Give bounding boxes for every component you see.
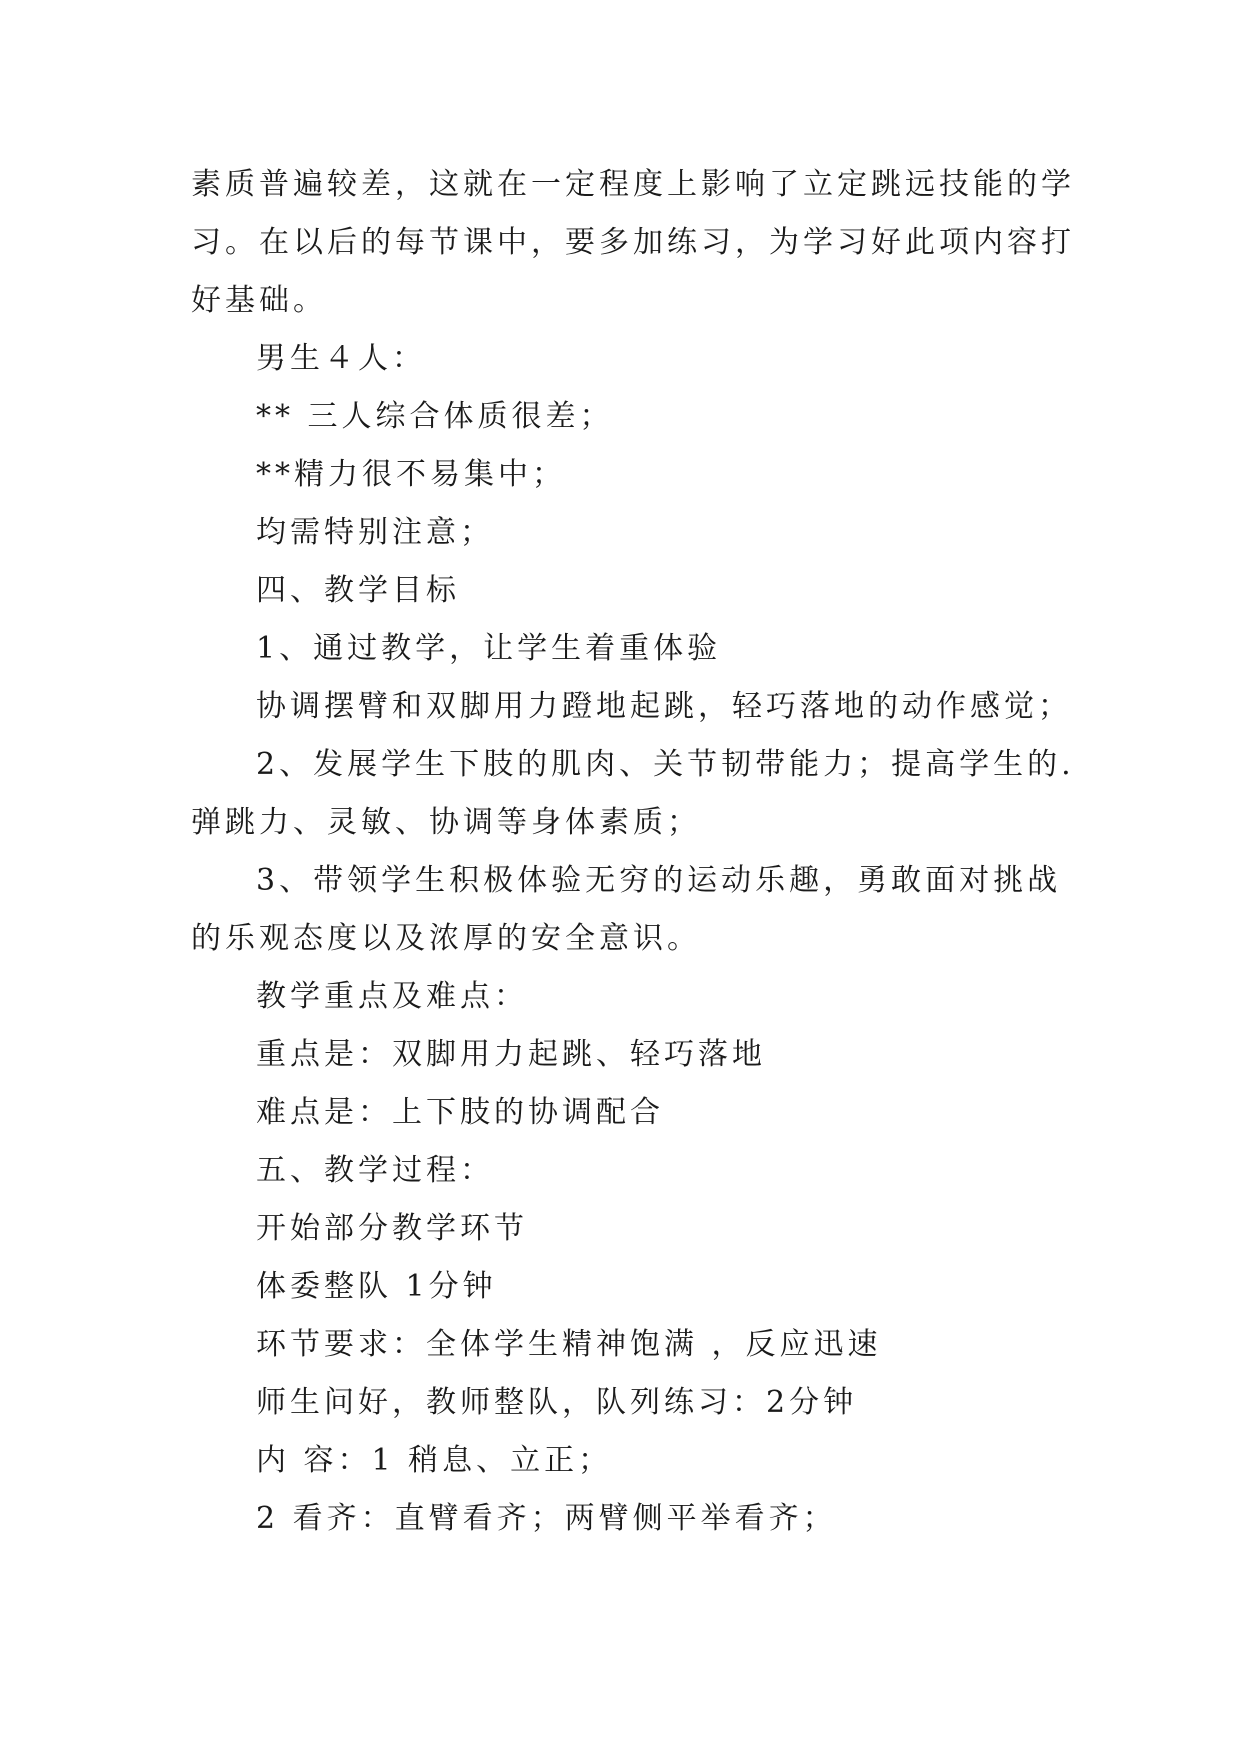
- text-line: 师生问好，教师整队，队列练习：2分钟: [256, 1385, 858, 1420]
- text-line: ** 三人综合体质很差；: [256, 399, 614, 434]
- text-line: 素质普遍较差，这就在一定程度上影响了立定跳远技能的学: [191, 167, 1075, 202]
- text-line: 3、带领学生积极体验无穷的运动乐趣，勇敢面对挑战: [256, 863, 1062, 898]
- text-line: 的乐观态度以及浓厚的安全意识。: [191, 921, 701, 956]
- text-line: 协调摆臂和双脚用力蹬地起跳，轻巧落地的动作感觉；: [256, 689, 1072, 724]
- text-line: 开始部分教学环节: [256, 1211, 528, 1246]
- text-line: 2 看齐：直臂看齐；两臂侧平举看齐；: [256, 1501, 837, 1536]
- text-line: 1、通过教学，让学生着重体验: [256, 631, 722, 666]
- text-line: 教学重点及难点：: [256, 979, 528, 1014]
- text-line: 环节要求：全体学生精神饱满 ，反应迅速: [256, 1327, 882, 1362]
- text-line: 男生４人：: [256, 341, 426, 376]
- text-line: 习。在以后的每节课中，要多加练习，为学习好此项内容打: [191, 225, 1075, 260]
- text-line: 弹跳力、灵敏、协调等身体素质；: [191, 805, 701, 840]
- section-heading: 四、教学目标: [256, 573, 460, 608]
- text-line: **精力很不易集中；: [256, 457, 566, 492]
- text-line: 难点是：上下肢的协调配合: [256, 1095, 664, 1130]
- text-line: 体委整队 1分钟: [256, 1269, 497, 1304]
- text-line: 好基础。: [191, 283, 327, 318]
- section-heading: 五、教学过程：: [256, 1153, 494, 1188]
- text-line: 重点是：双脚用力起跳、轻巧落地: [256, 1037, 766, 1072]
- text-line: 内 容：1 稍息、立正；: [256, 1443, 613, 1478]
- text-line: 均需特别注意；: [256, 515, 494, 550]
- text-line: 2、发展学生下肢的肌肉、关节韧带能力；提高学生的.: [256, 747, 1075, 782]
